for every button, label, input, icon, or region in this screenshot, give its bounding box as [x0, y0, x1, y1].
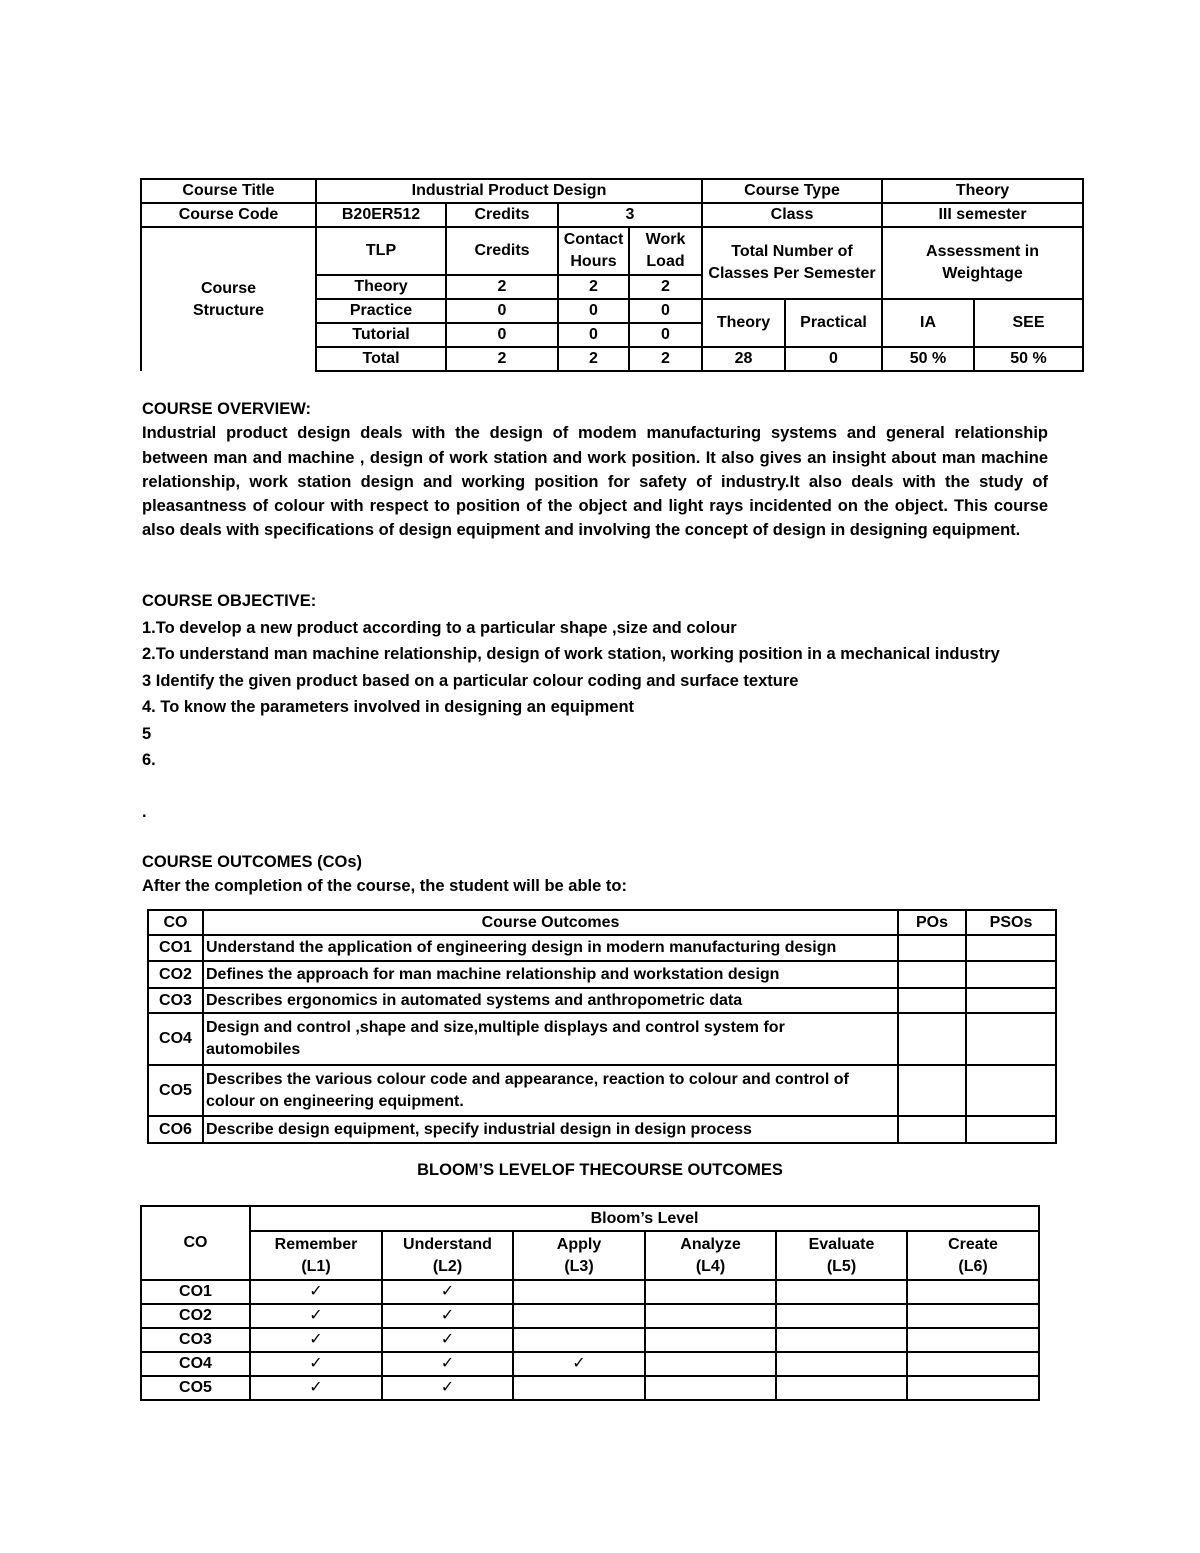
level-remember — [250, 1231, 382, 1280]
objective-item: 5 — [142, 724, 152, 743]
tlp-header: TLP — [316, 227, 446, 275]
check-mark — [645, 1304, 776, 1328]
row-credits: 2 — [446, 275, 558, 299]
check-mark — [645, 1328, 776, 1352]
level-apply — [513, 1231, 645, 1280]
objective-item: 4. To know the parameters involved in designing an equipment — [142, 698, 635, 716]
outcome-header: Course Outcomes — [203, 910, 898, 935]
see-label: SEE — [974, 299, 1083, 347]
row-work: 2 — [629, 275, 702, 299]
practical-classes: 0 — [785, 347, 882, 371]
co-text: Defines the approach for man machine relationship and workstation design — [203, 961, 898, 988]
total-classes-header: Total Number of Classes Per Semester — [702, 227, 882, 299]
row-label: Tutorial — [316, 323, 446, 347]
check-mark: ✓ — [250, 1280, 382, 1304]
blooms-co-id: CO3 — [141, 1328, 250, 1352]
objective-item: 2.To understand man machine relationship, design of work station, working position in a mechanical industry — [142, 645, 1000, 663]
course-type-label: Course Type — [702, 179, 882, 203]
check-mark — [645, 1376, 776, 1400]
co-id: CO6 — [148, 1116, 203, 1143]
check-mark — [907, 1352, 1039, 1376]
co-header: CO — [148, 910, 203, 935]
level-name: Evaluate — [808, 1235, 875, 1253]
row-credits: 2 — [446, 347, 558, 371]
level-name: Apply — [556, 1235, 602, 1253]
level-name: Remember — [274, 1235, 358, 1253]
co-text: Describes the various colour code and appearance, reaction to colour and control of colour on engineering equipment. — [203, 1065, 898, 1116]
psos-cell — [966, 961, 1056, 988]
objective-section — [142, 588, 1082, 774]
practical-label: Practical — [785, 299, 882, 347]
course-code: B20ER512 — [316, 203, 446, 227]
level-code: (L4) — [695, 1257, 726, 1275]
course-structure-label: Course Structure — [141, 227, 316, 371]
psos-header: PSOs — [966, 910, 1056, 935]
pos-cell — [898, 1013, 966, 1065]
theory-label: Theory — [702, 299, 785, 347]
row-contact: 2 — [558, 347, 629, 371]
pos-cell — [898, 988, 966, 1013]
row-work: 0 — [629, 323, 702, 347]
check-mark — [645, 1280, 776, 1304]
check-mark: ✓ — [250, 1304, 382, 1328]
theory-classes: 28 — [702, 347, 785, 371]
course-title-label: Course Title — [141, 179, 316, 203]
course-title: Industrial Product Design — [316, 179, 702, 203]
level-code: (L3) — [564, 1257, 594, 1275]
blooms-co-header: CO — [141, 1206, 250, 1280]
co-id: CO5 — [148, 1065, 203, 1116]
blooms-co-id: CO4 — [141, 1352, 250, 1376]
see-value: 50 % — [974, 347, 1083, 371]
outcomes-section — [142, 850, 1082, 899]
co-text: Describes ergonomics in automated systems and anthropometric data — [203, 988, 898, 1013]
level-name: Analyze — [680, 1235, 741, 1253]
check-mark: ✓ — [250, 1352, 382, 1376]
row-work: 0 — [629, 299, 702, 323]
row-contact: 0 — [558, 299, 629, 323]
pos-cell — [898, 1065, 966, 1116]
psos-cell — [966, 1013, 1056, 1065]
check-mark — [907, 1304, 1039, 1328]
check-mark — [513, 1328, 645, 1352]
objective-heading: COURSE OBJECTIVE: — [142, 592, 317, 610]
co-id: CO2 — [148, 961, 203, 988]
check-mark: ✓ — [250, 1376, 382, 1400]
check-mark — [907, 1328, 1039, 1352]
check-mark: ✓ — [382, 1328, 513, 1352]
ia-value: 50 % — [882, 347, 974, 371]
overview-text: Industrial product design deals with the design of modem manufacturing systems and general relationship between man and machine , design of work station and work position. It also gives an insight about man machine relationship, work station design and working position for safety of industry.It also deals with the study of pleasantness of colour with respect to position of the object and light rays incidented on the object. This course also deals with specifications of design equipment and involving the concept of design in designing equipment. — [142, 424, 1048, 540]
check-mark — [776, 1304, 907, 1328]
stray-dot: . — [142, 803, 147, 821]
co-id: CO4 — [148, 1013, 203, 1065]
check-mark — [907, 1280, 1039, 1304]
objective-item: 3 Identify the given product based on a particular colour coding and surface texture — [142, 671, 799, 690]
pos-cell — [898, 961, 966, 988]
outcomes-table — [147, 909, 1057, 1144]
outcomes-heading: COURSE OUTCOMES (COs) — [142, 853, 363, 871]
check-mark: ✓ — [250, 1328, 382, 1352]
row-work: 2 — [629, 347, 702, 371]
check-mark — [776, 1280, 907, 1304]
pos-cell — [898, 1116, 966, 1143]
check-mark — [645, 1352, 776, 1376]
overview-heading: COURSE OVERVIEW: — [142, 400, 312, 418]
check-mark — [776, 1376, 907, 1400]
check-mark — [513, 1280, 645, 1304]
check-mark: ✓ — [382, 1280, 513, 1304]
blooms-co-id: CO1 — [141, 1280, 250, 1304]
check-mark: ✓ — [382, 1304, 513, 1328]
level-evaluate — [776, 1231, 907, 1280]
co-id: CO1 — [148, 935, 203, 961]
psos-cell — [966, 1065, 1056, 1116]
credits-header: Credits — [446, 227, 558, 275]
pos-header: POs — [898, 910, 966, 935]
level-name: Create — [948, 1235, 998, 1253]
blooms-co-id: CO5 — [141, 1376, 250, 1400]
outcomes-intro: After the completion of the course, the student will be able to: — [142, 877, 627, 896]
course-code-label: Course Code — [141, 203, 316, 227]
credits-value: 3 — [558, 203, 702, 227]
check-mark — [513, 1376, 645, 1400]
level-code: (L6) — [958, 1257, 988, 1275]
course-type: Theory — [882, 179, 1083, 203]
contact-hours-header: Contact Hours — [558, 227, 629, 275]
credits-label: Credits — [446, 203, 558, 227]
blooms-table — [140, 1205, 1040, 1401]
check-mark: ✓ — [382, 1376, 513, 1400]
row-credits: 0 — [446, 323, 558, 347]
level-code: (L2) — [432, 1257, 463, 1275]
work-load-header: Work Load — [629, 227, 702, 275]
level-code: (L5) — [826, 1257, 857, 1275]
class-label: Class — [702, 203, 882, 227]
row-credits: 0 — [446, 299, 558, 323]
pos-cell — [898, 935, 966, 961]
blooms-co-id: CO2 — [141, 1304, 250, 1328]
psos-cell — [966, 1116, 1056, 1143]
level-name: Understand — [403, 1235, 492, 1253]
co-text: Describe design equipment, specify industrial design in design process — [203, 1116, 898, 1143]
level-create — [907, 1231, 1039, 1280]
check-mark: ✓ — [382, 1352, 513, 1376]
assessment-header: Assessment in Weightage — [882, 227, 1083, 299]
row-label: Practice — [316, 299, 446, 323]
row-label: Total — [316, 347, 446, 371]
check-mark — [907, 1376, 1039, 1400]
check-mark — [776, 1352, 907, 1376]
row-contact: 0 — [558, 323, 629, 347]
co-text: Understand the application of engineering design in modern manufacturing design — [203, 935, 898, 961]
objective-item: 1.To develop a new product according to a particular shape ,size and colour — [142, 618, 737, 637]
psos-cell — [966, 935, 1056, 961]
co-text: Design and control ,shape and size,multiple displays and control system for automobiles — [203, 1013, 898, 1065]
psos-cell — [966, 988, 1056, 1013]
row-label: Theory — [316, 275, 446, 299]
check-mark: ✓ — [513, 1352, 645, 1376]
check-mark — [513, 1304, 645, 1328]
class-value: III semester — [882, 203, 1083, 227]
level-code: (L1) — [301, 1257, 331, 1275]
overview-section — [142, 397, 1048, 543]
ia-label: IA — [882, 299, 974, 347]
blooms-level-header: Bloom’s Level — [250, 1206, 1039, 1231]
blooms-heading: BLOOM’S LEVELOF THECOURSE OUTCOMES — [417, 1161, 783, 1179]
row-contact: 2 — [558, 275, 629, 299]
course-structure-table — [140, 178, 1084, 372]
level-analyze — [645, 1231, 776, 1280]
objective-item: 6. — [142, 751, 156, 769]
co-id: CO3 — [148, 988, 203, 1013]
check-mark — [776, 1328, 907, 1352]
level-understand — [382, 1231, 513, 1280]
